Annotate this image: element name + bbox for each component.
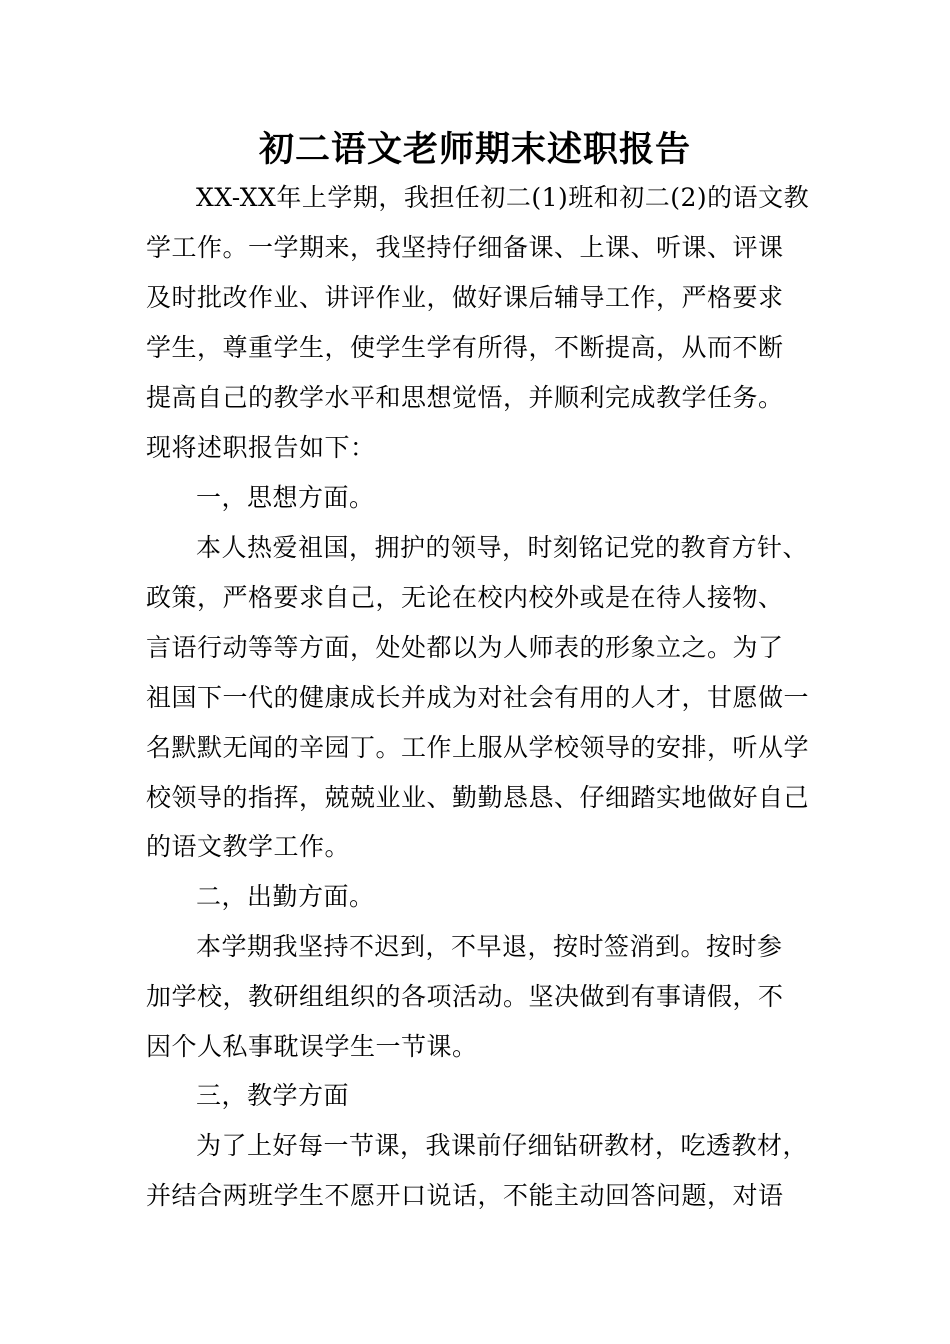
paragraph-line: 校领导的指挥，兢兢业业、勤勤恳恳、仔细踏实地做好自己 [146,783,810,812]
section-heading: 三，教学方面 [196,1081,350,1110]
paragraph-line: 因个人私事耽误学生一节课。 [146,1032,478,1061]
paragraph-line: 本人热爱祖国，拥护的领导，时刻铭记党的教育方针、 [196,533,809,562]
paragraph-line: 提高自己的教学水平和思想觉悟，并顺利完成教学任务。 [146,383,784,412]
paragraph-line: 并结合两班学生不愿开口说话，不能主动回答问题，对语 [146,1181,784,1210]
paragraph-line: 的语文教学工作。 [146,832,351,861]
paragraph-line: 为了上好每一节课，我课前仔细钻研教材，吃透教材， [196,1131,809,1160]
paragraph-line: 祖国下一代的健康成长并成为对社会有用的人才，甘愿做一 [146,683,810,712]
paragraph-line: 本学期我坚持不迟到，不早退，按时签消到。按时参 [196,932,783,961]
section-heading: 一，思想方面。 [196,483,375,512]
paragraph-line: 加学校，教研组组织的各项活动。坚决做到有事请假，不 [146,982,784,1011]
paragraph-line: 言语行动等等方面，处处都以为人师表的形象立之。为了 [146,633,784,662]
paragraph-line: 学生，尊重学生，使学生学有所得，不断提高，从而不断 [146,333,784,362]
paragraph-line: 现将述职报告如下： [146,433,376,462]
paragraph-line: 及时批改作业、讲评作业，做好课后辅导工作，严格要求 [146,283,784,312]
paragraph-line: 名默默无闻的辛园丁。工作上服从学校领导的安排，听从学 [146,733,810,762]
paragraph-line: 政策，严格要求自己，无论在校内校外或是在待人接物、 [146,583,784,612]
document-title: 初二语文老师期末述职报告 [258,129,691,170]
section-heading: 二，出勤方面。 [196,882,375,911]
paragraph-line: XX-XX年上学期，我担任初二(1)班和初二(2)的语文教 [196,183,810,212]
paragraph-line: 学工作。一学期来，我坚持仔细备课、上课、听课、评课 [146,233,784,262]
